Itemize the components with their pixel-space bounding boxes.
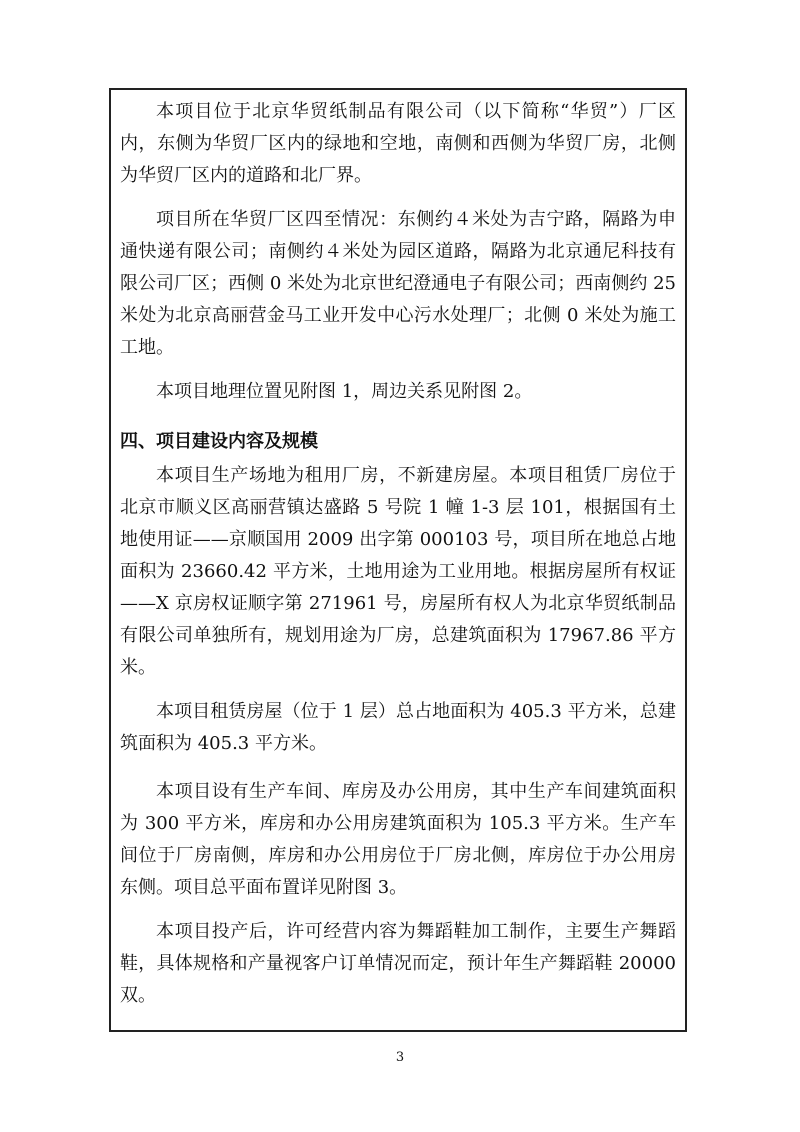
paragraph-figure-reference: 本项目地理位置见附图 1，周边关系见附图 2。: [156, 381, 533, 402]
document-body: [120, 96, 676, 1012]
paragraph-production: 本项目投产后，许可经营内容为舞蹈鞋加工制作，主要生产舞蹈鞋，具体规格和产量视客户订单情况而定，预计年生产舞蹈鞋 20000 双。: [120, 921, 676, 1006]
paragraph-floor-layout: 本项目设有生产车间、库房及办公用房，其中生产车间建筑面积为 300 平方米，库房和办公用房建筑面积为 105.3 平方米。生产车间位于厂房南侧，库房和办公用房位于厂房北侧，库房位于办公用房东侧。项目总平面布置详见附图 3。: [120, 781, 676, 898]
paragraph-location: 本项目位于北京华贸纸制品有限公司（以下简称“华贸”）厂区内，东侧为华贸厂区内的绿地和空地，南侧和西侧为华贸厂房，北侧为华贸厂区内的道路和北厂界。: [120, 101, 676, 186]
paragraph-surroundings: 项目所在华贸厂区四至情况：东侧约４米处为吉宁路，隔路为申通快递有限公司；南侧约４米处为园区道路，隔路为北京通尼科技有限公司厂区；西侧 0 米处为北京世纪澄通电子有限公司；西南侧约 25 米处为北京高丽营金马工业开发中心污水处理厂；北侧 0 米处为施工工地。: [120, 209, 676, 358]
paragraph-leased-area: 本项目租赁房屋（位于 1 层）总占地面积为 405.3 平方米，总建筑面积为 405.3 平方米。: [120, 701, 676, 754]
paragraph-site-lease: 本项目生产场地为租用厂房，不新建房屋。本项目租赁厂房位于北京市顺义区高丽营镇达盛路 5 号院 1 幢 1-3 层 101，根据国有土地使用证——京顺国用 2009 出字第 000103 号，项目所在地总占地面积为 23660.42 平方米，土地用途为工业用地。根据房屋所有权证——X 京房权证顺字第 271961 号，房屋所有权人为北京华贸纸制品有限公司单独所有，规划用途为厂房，总建筑面积为 17967.86 平方米。: [120, 465, 676, 678]
page-number: 3: [395, 1050, 405, 1065]
section-heading: 四、项目建设内容及规模: [120, 431, 318, 452]
